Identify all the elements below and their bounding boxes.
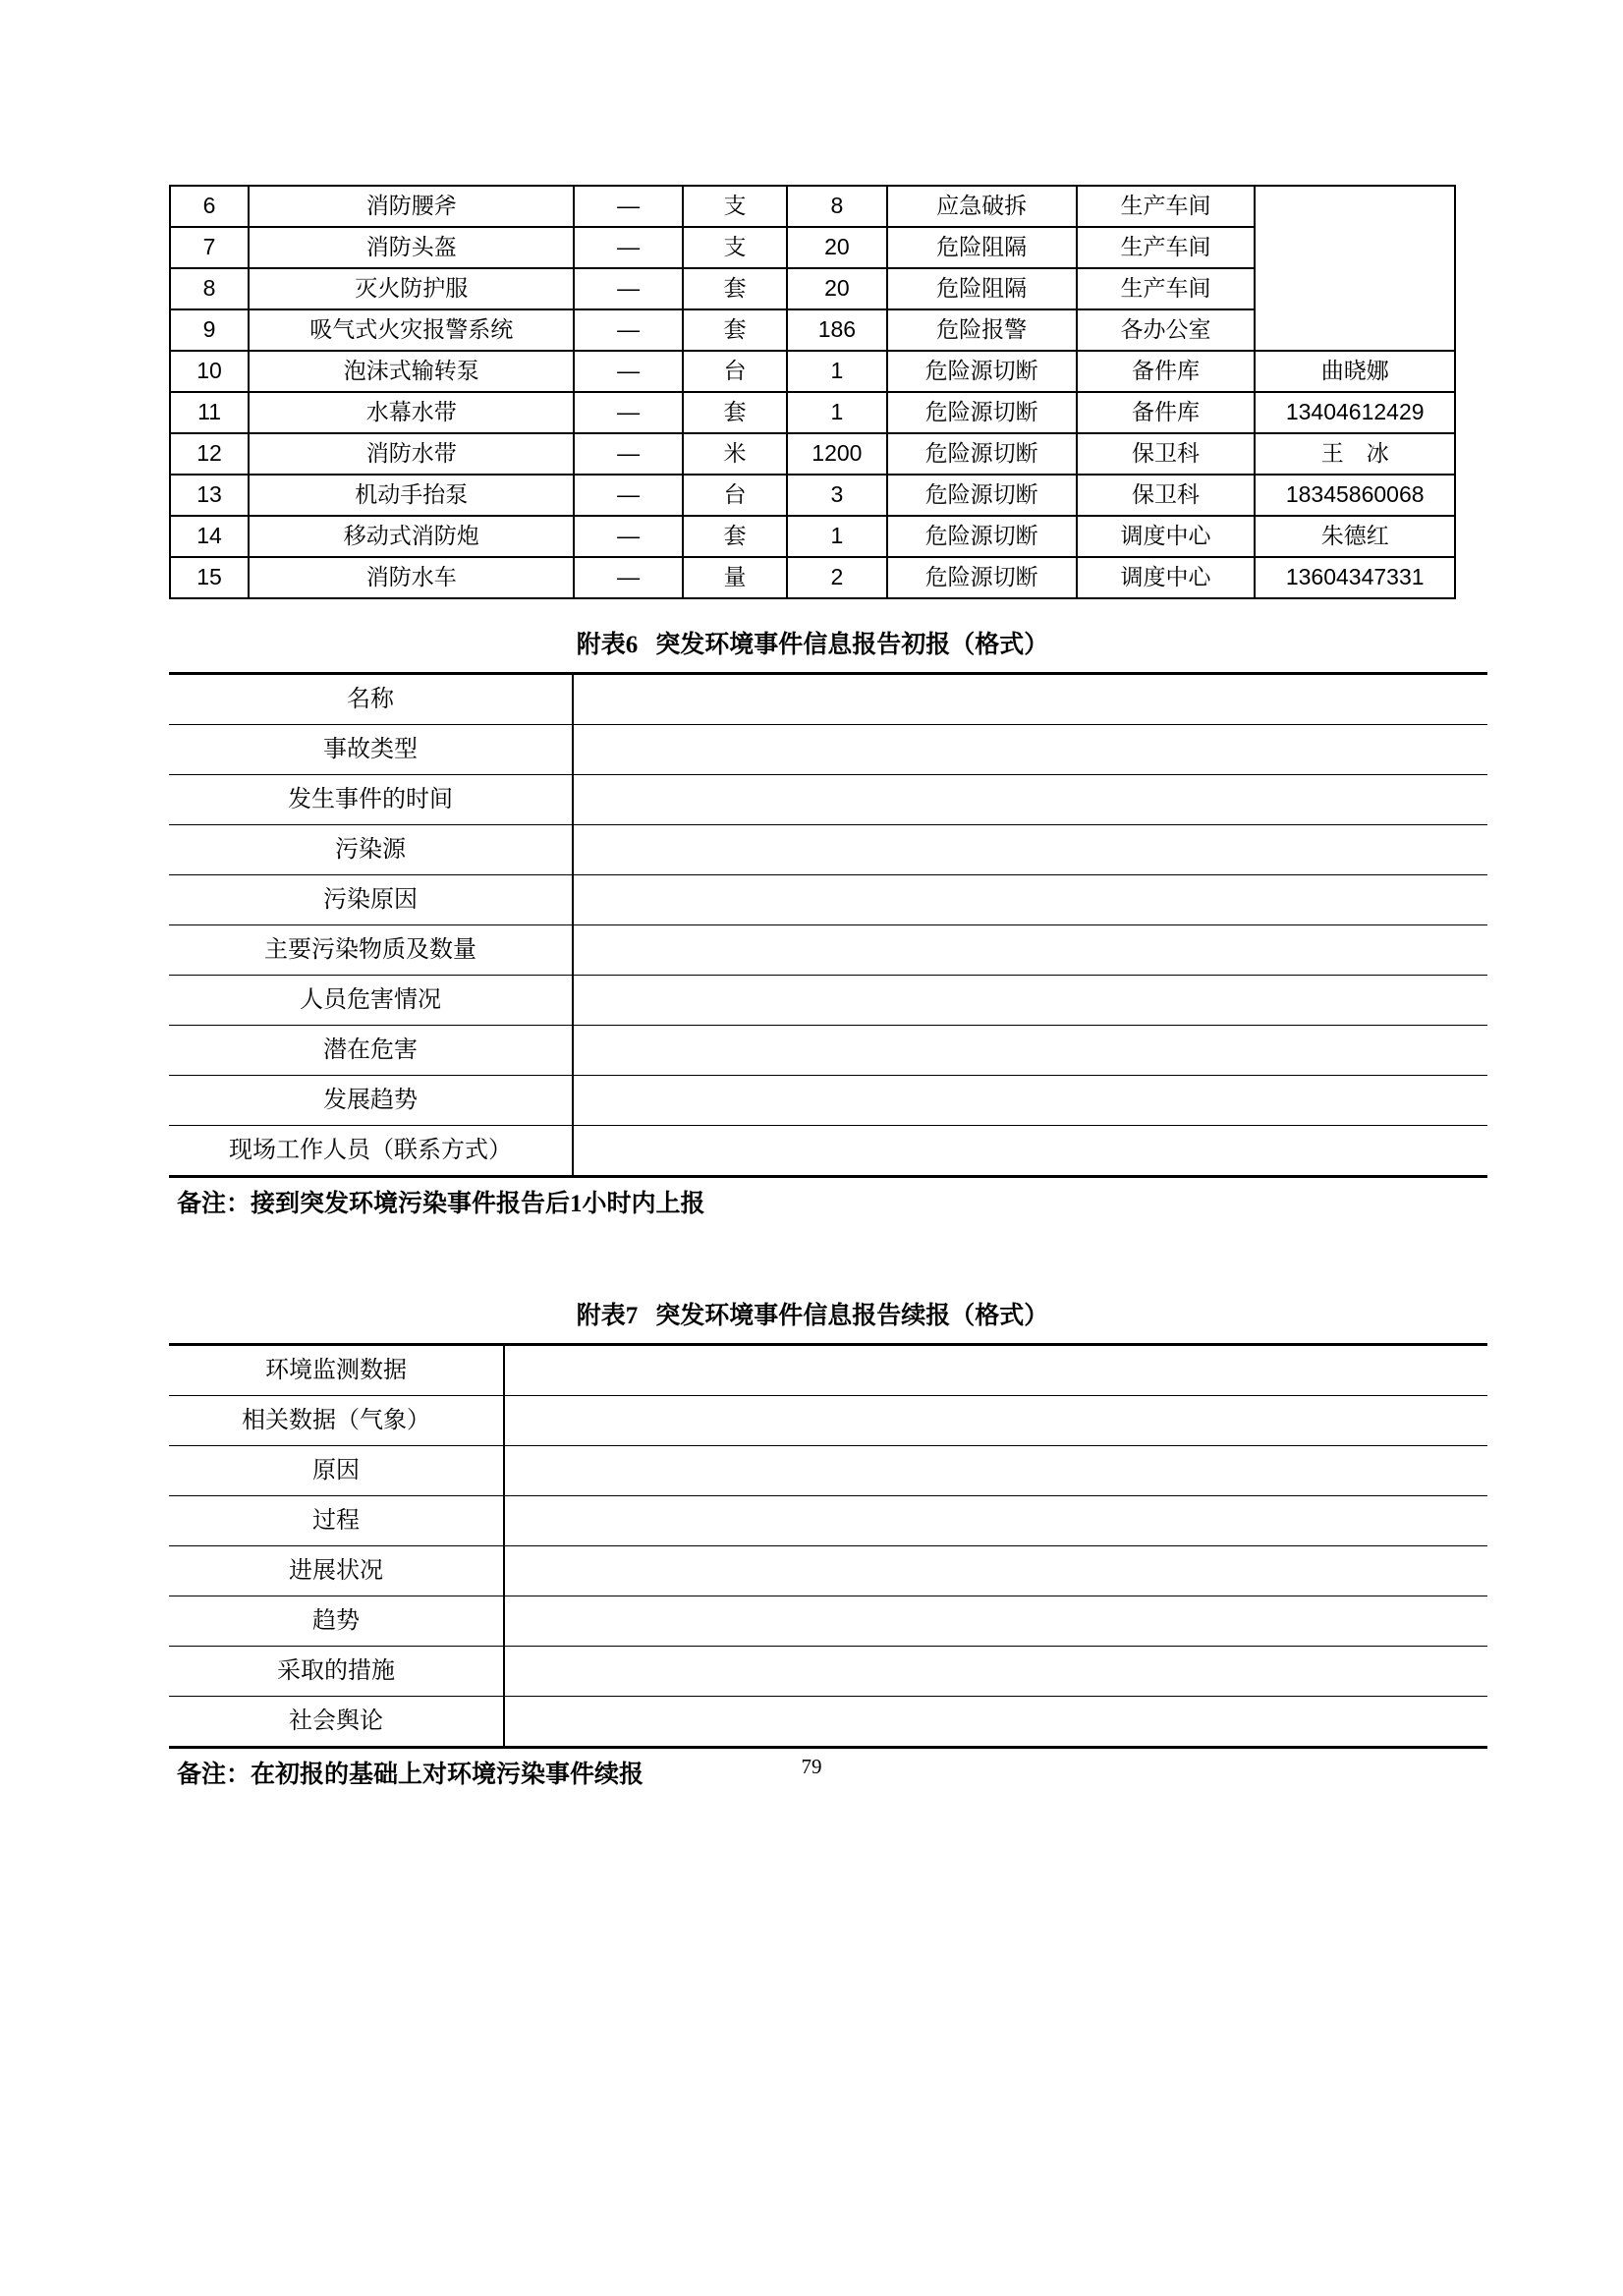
cell-spec: — [574,475,682,516]
cell-qty: 186 [787,309,887,351]
cell-resp: 18345860068 [1255,475,1455,516]
table7-title-main: 突发环境事件信息报告续报（格式） [655,1303,1049,1329]
cell-spec: — [574,516,682,557]
cell-spec: — [574,392,682,433]
cell-unit: 米 [683,433,787,475]
cell-no: 11 [170,392,249,433]
cell-no: 7 [170,227,249,268]
table-row [170,433,1455,475]
table-row [169,725,1487,775]
cell-name: 消防腰斧 [249,186,574,227]
cell-qty: 8 [787,186,887,227]
page-number: 79 [801,1755,822,1778]
cell-use: 危险源切断 [887,516,1077,557]
form-label: 原因 [169,1446,504,1496]
cell-no: 15 [170,557,249,598]
form-label: 相关数据（气象） [169,1396,504,1446]
cell-no: 8 [170,268,249,309]
cell-spec: — [574,268,682,309]
form-label: 发生事件的时间 [169,775,573,825]
cell-place: 生产车间 [1077,227,1256,268]
form-label: 名称 [169,674,573,725]
cell-name: 泡沫式输转泵 [249,351,574,392]
cell-unit: 支 [683,227,787,268]
cell-name: 消防水带 [249,433,574,475]
cell-name: 移动式消防炮 [249,516,574,557]
form-label: 潜在危害 [169,1026,573,1076]
form-value[interactable] [573,925,1487,976]
form-value[interactable] [573,775,1487,825]
table-row [169,1647,1487,1697]
table-row [169,1345,1487,1396]
form-label: 污染原因 [169,875,573,925]
table-row [170,516,1455,557]
cell-resp [1255,186,1455,351]
cell-name: 消防水车 [249,557,574,598]
form-label: 现场工作人员（联系方式） [169,1126,573,1177]
form-label: 进展状况 [169,1546,504,1596]
table7-title-prefix: 附表7 [576,1303,639,1329]
cell-spec: — [574,557,682,598]
cell-resp: 曲晓娜 [1255,351,1455,392]
form-value[interactable] [573,1126,1487,1177]
table-row [169,674,1487,725]
cell-use: 危险源切断 [887,392,1077,433]
form-label: 趋势 [169,1596,504,1647]
form-label: 人员危害情况 [169,976,573,1026]
follow-up-report-form-table [169,1343,1487,1749]
form-value[interactable] [504,1647,1487,1697]
form-value[interactable] [573,825,1487,875]
table-row [169,1396,1487,1446]
cell-place: 保卫科 [1077,475,1256,516]
cell-no: 14 [170,516,249,557]
form-value[interactable] [573,875,1487,925]
table-row [169,1026,1487,1076]
cell-qty: 1 [787,351,887,392]
table-row [169,925,1487,976]
form-label: 采取的措施 [169,1647,504,1697]
table-row [169,775,1487,825]
table-row [170,557,1455,598]
form-value[interactable] [573,1026,1487,1076]
table-row [170,351,1455,392]
cell-place: 生产车间 [1077,268,1256,309]
cell-place: 各办公室 [1077,309,1256,351]
table-row [169,1546,1487,1596]
cell-qty: 1200 [787,433,887,475]
form-label: 发展趋势 [169,1076,573,1126]
table-row [169,1126,1487,1177]
cell-qty: 1 [787,516,887,557]
table-row [170,475,1455,516]
form-value[interactable] [504,1596,1487,1647]
cell-unit: 套 [683,268,787,309]
cell-place: 保卫科 [1077,433,1256,475]
cell-spec: — [574,227,682,268]
cell-name: 机动手抬泵 [249,475,574,516]
table-row [169,1697,1487,1748]
form-value[interactable] [573,976,1487,1026]
cell-use: 危险源切断 [887,351,1077,392]
emergency-equipment-table [169,185,1456,599]
cell-unit: 量 [683,557,787,598]
cell-unit: 台 [683,351,787,392]
table-row [169,976,1487,1026]
cell-no: 6 [170,186,249,227]
cell-no: 12 [170,433,249,475]
table-row [170,392,1455,433]
cell-name: 水幕水带 [249,392,574,433]
form-value[interactable] [504,1446,1487,1496]
cell-qty: 20 [787,268,887,309]
table-row [169,1446,1487,1496]
cell-qty: 2 [787,557,887,598]
table-row [169,1596,1487,1647]
cell-place: 调度中心 [1077,557,1256,598]
cell-qty: 3 [787,475,887,516]
cell-no: 13 [170,475,249,516]
cell-place: 调度中心 [1077,516,1256,557]
table6-note: 备注：接到突发环境污染事件报告后1小时内上报 [177,1191,705,1217]
table7-title [169,1296,1456,1331]
cell-name: 吸气式火灾报警系统 [249,309,574,351]
cell-unit: 套 [683,392,787,433]
cell-resp: 13404612429 [1255,392,1455,433]
table7-note: 备注：在初报的基础上对环境污染事件续报 [177,1762,644,1788]
section-spacer [169,1219,1456,1270]
form-value[interactable] [504,1496,1487,1546]
cell-resp: 王 冰 [1255,433,1455,475]
initial-report-form-table [169,672,1487,1178]
form-label: 环境监测数据 [169,1345,504,1396]
table-row [169,825,1487,875]
cell-spec: — [574,186,682,227]
cell-place: 生产车间 [1077,186,1256,227]
form-value[interactable] [504,1697,1487,1748]
page-content [169,185,1456,1790]
cell-unit: 台 [683,475,787,516]
form-value[interactable] [504,1546,1487,1596]
cell-spec: — [574,309,682,351]
form-label: 污染源 [169,825,573,875]
cell-qty: 20 [787,227,887,268]
form-value[interactable] [573,725,1487,775]
cell-unit: 套 [683,516,787,557]
cell-use: 危险源切断 [887,557,1077,598]
table-row [170,186,1455,227]
cell-use: 危险阻隔 [887,268,1077,309]
cell-resp: 朱德红 [1255,516,1455,557]
table-row [169,875,1487,925]
table6-title [169,625,1456,660]
table-row [169,1076,1487,1126]
table6-title-prefix: 附表6 [576,632,639,658]
table6-title-main: 突发环境事件信息报告初报（格式） [655,632,1049,658]
cell-use: 危险阻隔 [887,227,1077,268]
cell-use: 应急破拆 [887,186,1077,227]
table-row [169,1496,1487,1546]
cell-no: 9 [170,309,249,351]
form-value[interactable] [573,1076,1487,1126]
form-label: 社会舆论 [169,1697,504,1748]
form-value[interactable] [504,1396,1487,1446]
cell-qty: 1 [787,392,887,433]
cell-use: 危险源切断 [887,433,1077,475]
cell-spec: — [574,351,682,392]
cell-spec: — [574,433,682,475]
cell-name: 灭火防护服 [249,268,574,309]
cell-place: 备件库 [1077,351,1256,392]
form-label: 过程 [169,1496,504,1546]
cell-name: 消防头盔 [249,227,574,268]
form-value[interactable] [504,1345,1487,1396]
cell-use: 危险报警 [887,309,1077,351]
cell-unit: 套 [683,309,787,351]
cell-use: 危险源切断 [887,475,1077,516]
form-label: 主要污染物质及数量 [169,925,573,976]
form-label: 事故类型 [169,725,573,775]
form-value[interactable] [573,674,1487,725]
cell-resp: 13604347331 [1255,557,1455,598]
cell-unit: 支 [683,186,787,227]
cell-place: 备件库 [1077,392,1256,433]
cell-no: 10 [170,351,249,392]
